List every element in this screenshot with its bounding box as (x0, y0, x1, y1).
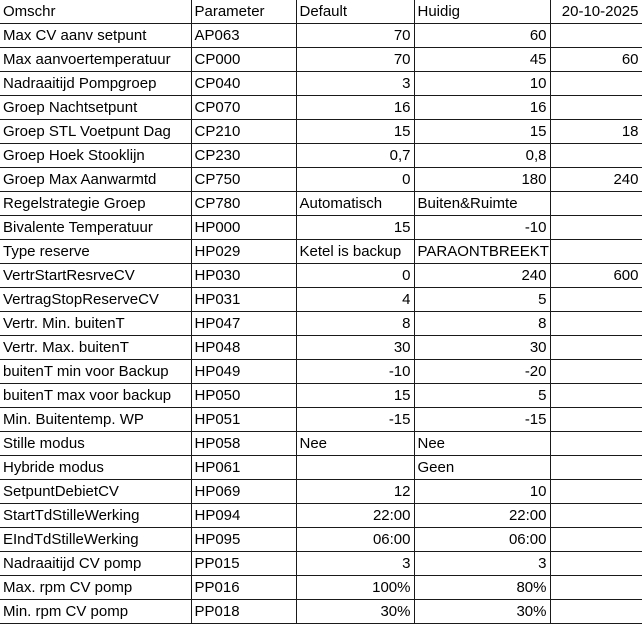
cell-default[interactable]: 70 (296, 48, 414, 72)
cell-omschr[interactable]: Vertr. Max. buitenT (0, 336, 191, 360)
cell-parameter[interactable]: HP050 (191, 384, 296, 408)
header-default[interactable]: Default (296, 0, 414, 24)
cell-omschr[interactable]: Min. rpm CV pomp (0, 600, 191, 624)
cell-huidig[interactable]: 80% (414, 576, 550, 600)
cell-huidig[interactable]: -15 (414, 408, 550, 432)
cell-parameter[interactable]: CP230 (191, 144, 296, 168)
cell-parameter[interactable]: HP094 (191, 504, 296, 528)
cell-default[interactable]: Automatisch (296, 192, 414, 216)
cell-omschr[interactable]: StartTdStilleWerking (0, 504, 191, 528)
cell-date-value[interactable] (550, 384, 642, 408)
cell-parameter[interactable]: HP051 (191, 408, 296, 432)
cell-omschr[interactable]: buitenT max voor backup (0, 384, 191, 408)
header-row (0, 0, 642, 24)
cell-omschr[interactable]: EIndTdStilleWerking (0, 528, 191, 552)
table-row (0, 576, 642, 600)
cell-parameter[interactable]: HP049 (191, 360, 296, 384)
cell-date-value[interactable] (550, 552, 642, 576)
cell-huidig[interactable]: PARAONTBREEKT (414, 240, 550, 264)
cell-huidig[interactable]: 3 (414, 552, 550, 576)
table-row (0, 144, 642, 168)
table-row (0, 600, 642, 624)
cell-huidig[interactable]: 5 (414, 288, 550, 312)
cell-parameter[interactable]: HP061 (191, 456, 296, 480)
cell-default[interactable]: Ketel is backup (296, 240, 414, 264)
cell-parameter[interactable]: CP040 (191, 72, 296, 96)
cell-default[interactable]: 12 (296, 480, 414, 504)
cell-date-value[interactable] (550, 600, 642, 624)
cell-omschr[interactable]: Hybride modus (0, 456, 191, 480)
table-row (0, 456, 642, 480)
cell-huidig[interactable]: -20 (414, 360, 550, 384)
cell-default[interactable]: 15 (296, 120, 414, 144)
cell-default[interactable]: Nee (296, 432, 414, 456)
cell-huidig[interactable]: 06:00 (414, 528, 550, 552)
cell-huidig[interactable]: 30% (414, 600, 550, 624)
cell-date-value[interactable] (550, 144, 642, 168)
cell-parameter[interactable]: HP069 (191, 480, 296, 504)
cell-parameter[interactable]: CP000 (191, 48, 296, 72)
cell-default[interactable]: 3 (296, 72, 414, 96)
cell-date-value[interactable] (550, 480, 642, 504)
cell-default[interactable]: 15 (296, 216, 414, 240)
table-row (0, 528, 642, 552)
table-row (0, 384, 642, 408)
cell-omschr[interactable]: Groep Hoek Stooklijn (0, 144, 191, 168)
cell-default[interactable]: 0,7 (296, 144, 414, 168)
table-row (0, 480, 642, 504)
cell-parameter[interactable]: HP000 (191, 216, 296, 240)
cell-huidig[interactable]: 60 (414, 24, 550, 48)
cell-date-value[interactable] (550, 312, 642, 336)
cell-parameter[interactable]: CP070 (191, 96, 296, 120)
cell-huidig[interactable]: 180 (414, 168, 550, 192)
cell-huidig[interactable]: Nee (414, 432, 550, 456)
cell-date-value[interactable] (550, 408, 642, 432)
cell-date-value[interactable]: 60 (550, 48, 642, 72)
cell-omschr[interactable]: Max aanvoertemperatuur (0, 48, 191, 72)
cell-date-value[interactable] (550, 96, 642, 120)
table-row (0, 120, 642, 144)
cell-huidig[interactable]: 30 (414, 336, 550, 360)
table-row (0, 360, 642, 384)
cell-omschr[interactable]: VertrStartResrveCV (0, 264, 191, 288)
cell-parameter[interactable]: CP750 (191, 168, 296, 192)
table-row (0, 96, 642, 120)
cell-omschr[interactable]: Max. rpm CV pomp (0, 576, 191, 600)
cell-omschr[interactable]: Stille modus (0, 432, 191, 456)
cell-omschr[interactable]: VertragStopReserveCV (0, 288, 191, 312)
cell-huidig[interactable]: 15 (414, 120, 550, 144)
cell-omschr[interactable]: Nadraaitijd Pompgroep (0, 72, 191, 96)
cell-huidig[interactable]: -10 (414, 216, 550, 240)
table-row (0, 408, 642, 432)
header-huidig[interactable]: Huidig (414, 0, 550, 24)
cell-omschr[interactable]: Max CV aanv setpunt (0, 24, 191, 48)
cell-date-value[interactable] (550, 336, 642, 360)
header-date[interactable]: 20-10-2025 (550, 0, 642, 24)
cell-date-value[interactable] (550, 192, 642, 216)
header-omschr[interactable]: Omschr (0, 0, 191, 24)
cell-default[interactable]: 8 (296, 312, 414, 336)
cell-date-value[interactable] (550, 288, 642, 312)
cell-date-value[interactable] (550, 360, 642, 384)
cell-date-value[interactable] (550, 216, 642, 240)
cell-parameter[interactable]: PP016 (191, 576, 296, 600)
cell-default[interactable]: 0 (296, 168, 414, 192)
cell-huidig[interactable]: 0,8 (414, 144, 550, 168)
cell-parameter[interactable]: HP048 (191, 336, 296, 360)
cell-parameter[interactable]: HP095 (191, 528, 296, 552)
table-row (0, 240, 642, 264)
cell-parameter[interactable]: CP210 (191, 120, 296, 144)
cell-default[interactable]: 70 (296, 24, 414, 48)
cell-parameter[interactable]: AP063 (191, 24, 296, 48)
cell-default[interactable]: 22:00 (296, 504, 414, 528)
table-row (0, 72, 642, 96)
table-row (0, 288, 642, 312)
cell-omschr[interactable]: buitenT min voor Backup (0, 360, 191, 384)
cell-huidig[interactable]: 240 (414, 264, 550, 288)
cell-omschr[interactable]: Vertr. Min. buitenT (0, 312, 191, 336)
cell-default[interactable] (296, 456, 414, 480)
table-row (0, 192, 642, 216)
cell-omschr[interactable]: Min. Buitentemp. WP (0, 408, 191, 432)
cell-omschr[interactable]: Groep Nachtsetpunt (0, 96, 191, 120)
cell-parameter[interactable]: HP031 (191, 288, 296, 312)
table-row (0, 312, 642, 336)
table-row (0, 552, 642, 576)
cell-parameter[interactable]: HP047 (191, 312, 296, 336)
cell-date-value[interactable] (550, 24, 642, 48)
cell-default[interactable]: -15 (296, 408, 414, 432)
cell-omschr[interactable]: Type reserve (0, 240, 191, 264)
cell-huidig[interactable]: 10 (414, 480, 550, 504)
table-row (0, 24, 642, 48)
cell-date-value[interactable] (550, 456, 642, 480)
cell-default[interactable]: 100% (296, 576, 414, 600)
cell-default[interactable]: 30 (296, 336, 414, 360)
table-row (0, 48, 642, 72)
cell-default[interactable]: -10 (296, 360, 414, 384)
cell-default[interactable]: 4 (296, 288, 414, 312)
cell-huidig[interactable]: Buiten&Ruimte (414, 192, 550, 216)
cell-default[interactable]: 06:00 (296, 528, 414, 552)
cell-huidig[interactable]: 45 (414, 48, 550, 72)
cell-date-value[interactable] (550, 432, 642, 456)
table-row (0, 216, 642, 240)
cell-parameter[interactable]: CP780 (191, 192, 296, 216)
cell-omschr[interactable]: Bivalente Temperatuur (0, 216, 191, 240)
cell-huidig[interactable]: 5 (414, 384, 550, 408)
cell-date-value[interactable]: 600 (550, 264, 642, 288)
table-row (0, 432, 642, 456)
cell-date-value[interactable] (550, 72, 642, 96)
cell-huidig[interactable]: 22:00 (414, 504, 550, 528)
cell-default[interactable]: 16 (296, 96, 414, 120)
cell-omschr[interactable]: Nadraaitijd CV pomp (0, 552, 191, 576)
cell-parameter[interactable]: HP058 (191, 432, 296, 456)
cell-date-value[interactable] (550, 528, 642, 552)
table-row (0, 264, 642, 288)
cell-huidig[interactable]: Geen (414, 456, 550, 480)
cell-omschr[interactable]: Groep STL Voetpunt Dag (0, 120, 191, 144)
table-row (0, 168, 642, 192)
cell-huidig[interactable]: 8 (414, 312, 550, 336)
cell-parameter[interactable]: HP029 (191, 240, 296, 264)
cell-parameter[interactable]: PP015 (191, 552, 296, 576)
cell-parameter[interactable]: HP030 (191, 264, 296, 288)
table-row (0, 504, 642, 528)
table-row (0, 336, 642, 360)
cell-parameter[interactable]: PP018 (191, 600, 296, 624)
cell-date-value[interactable] (550, 576, 642, 600)
cell-default[interactable]: 15 (296, 384, 414, 408)
header-parameter[interactable]: Parameter (191, 0, 296, 24)
cell-default[interactable]: 3 (296, 552, 414, 576)
cell-default[interactable]: 0 (296, 264, 414, 288)
cell-date-value[interactable] (550, 504, 642, 528)
cell-huidig[interactable]: 10 (414, 72, 550, 96)
cell-date-value[interactable]: 240 (550, 168, 642, 192)
cell-omschr[interactable]: Regelstrategie Groep (0, 192, 191, 216)
cell-default[interactable]: 30% (296, 600, 414, 624)
cell-omschr[interactable]: Groep Max Aanwarmtd (0, 168, 191, 192)
cell-omschr[interactable]: SetpuntDebietCV (0, 480, 191, 504)
cell-date-value[interactable]: 18 (550, 120, 642, 144)
cell-date-value[interactable] (550, 240, 642, 264)
cell-huidig[interactable]: 16 (414, 96, 550, 120)
